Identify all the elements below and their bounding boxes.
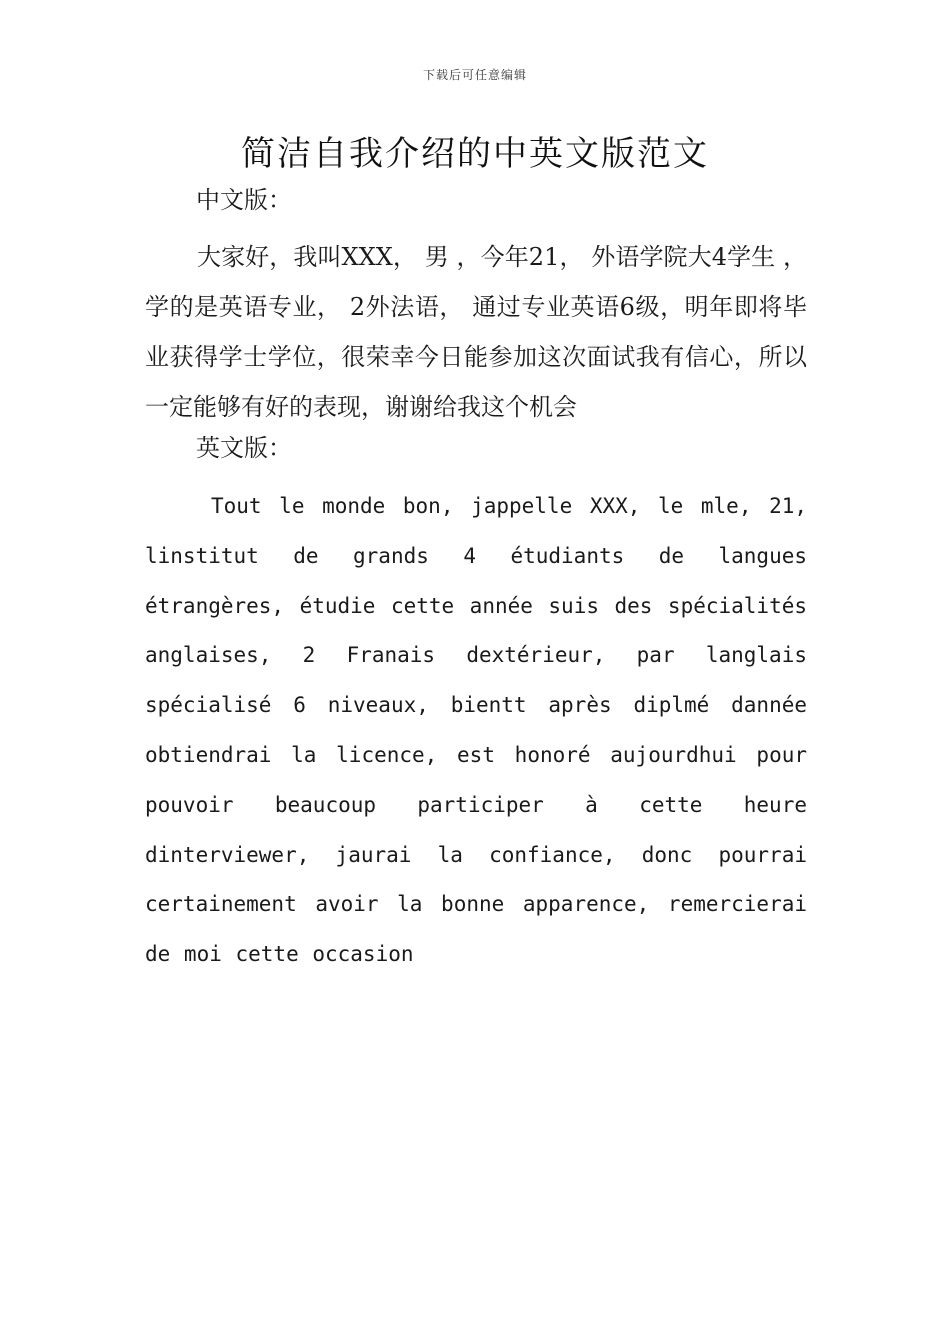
header-note: 下载后可任意编辑 <box>422 68 527 82</box>
english-paragraph: Tout le monde bon, jappelle XXX, le mle, 21, linstitut de grands 4 étudiants de langues étrangères, étudie cette année suis des spécialités anglaises, 2 Franais dextérieur, par langlais spécialisé 6 niveaux, bientt après diplmé dannée obtiendrai la licence, est honoré aujourdhui pour pouvoir beaucoup participer à cette heure dinterviewer, jaurai la confiance, donc pourrai certainement avoir la bonne apparence, remercierai de moi cette occasion <box>145 494 807 967</box>
document-title: 简洁自我介绍的中英文版范文 <box>241 134 709 174</box>
english-section-label: 英文版： <box>196 434 292 462</box>
chinese-section-label: 中文版： <box>196 186 292 214</box>
chinese-paragraph: 大家好，我叫XXX， 男 ，今年21， 外语学院大4学生 ，学的是英语专业， 2外法语， 通过专业英语6级，明年即将毕业获得学士学位，很荣幸今日能参加这次面试我有信心，所以一定能够有好的表现，谢谢给我这个机会 <box>145 243 807 421</box>
